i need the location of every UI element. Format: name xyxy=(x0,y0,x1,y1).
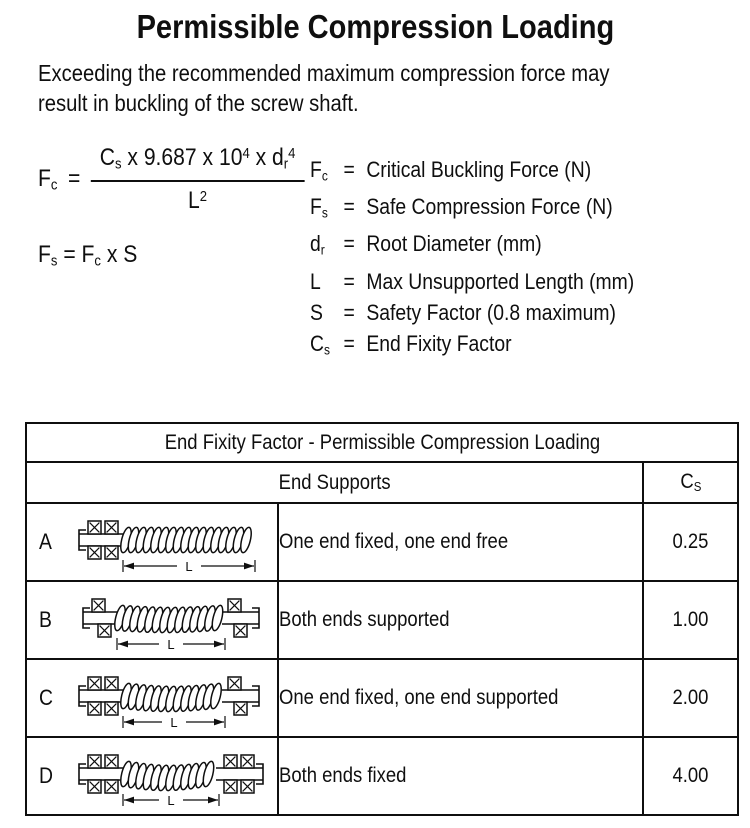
legend-equals: = xyxy=(343,231,355,257)
legend-symbol: L xyxy=(310,268,321,294)
formula-fraction xyxy=(91,144,304,215)
cs-column-header: $C_S$ xyxy=(680,470,702,495)
page-title xyxy=(0,8,750,46)
legend-symbol: $C_s$ xyxy=(310,330,330,357)
cs-value: 2.00 xyxy=(672,686,709,709)
row-letter: C xyxy=(39,685,53,710)
end-support-diagram xyxy=(73,744,269,808)
safe-compression-formula: $F_s = F_c$ x S xyxy=(38,240,138,270)
svg-text:L: L xyxy=(170,715,178,730)
intro-line-1: Exceeding the recommended maximum compression force may xyxy=(38,59,610,86)
end-support-diagram xyxy=(73,510,269,574)
page-title-text: Permissible Compression Loading xyxy=(136,8,614,45)
critical-buckling-formula xyxy=(38,143,296,215)
end-support-diagram xyxy=(73,588,269,652)
table-row xyxy=(26,503,738,581)
table-title: End Fixity Factor - Permissible Compression Loading xyxy=(164,430,600,454)
legend-equals: = xyxy=(343,194,355,220)
legend-description: Safe Compression Force (N) xyxy=(366,194,613,220)
support-description: Both ends fixed xyxy=(279,764,407,787)
legend-equals: = xyxy=(343,299,355,325)
row-letter: B xyxy=(39,607,52,632)
table-title-row xyxy=(26,423,738,462)
end-fixity-table xyxy=(25,422,739,816)
support-description: One end fixed, one end supported xyxy=(279,686,559,709)
legend-description: Safety Factor (0.8 maximum) xyxy=(366,299,616,325)
intro-text xyxy=(38,58,750,118)
legend-description: End Fixity Factor xyxy=(366,330,512,356)
legend-equals: = xyxy=(343,156,355,182)
legend-symbol: $F_c$ xyxy=(310,156,328,184)
cs-value: 4.00 xyxy=(672,764,709,787)
intro-line-2: result in buckling of the screw shaft. xyxy=(38,89,359,116)
table-header-row xyxy=(26,462,738,503)
support-description: Both ends supported xyxy=(279,608,450,631)
equals-sign: = xyxy=(68,165,81,193)
fraction-numerator: $C_s$ x 9.687 x $10^4$ x $d_r^4$ xyxy=(91,144,304,182)
legend-equals: = xyxy=(343,268,355,294)
row-letter: A xyxy=(39,529,52,554)
table-row xyxy=(26,581,738,659)
row-letter: D xyxy=(39,763,53,788)
cs-value: 1.00 xyxy=(672,608,709,631)
support-description: One end fixed, one end free xyxy=(279,530,509,553)
legend-description: Critical Buckling Force (N) xyxy=(366,156,592,182)
svg-text:L: L xyxy=(185,559,193,574)
legend-symbol: $d_r$ xyxy=(310,231,325,258)
legend-equals: = xyxy=(343,330,355,356)
svg-text:L: L xyxy=(167,793,175,808)
legend-description: Root Diameter (mm) xyxy=(366,231,542,257)
formula-lhs: $F_c$ xyxy=(38,164,58,194)
fraction-denominator: $L^2$ xyxy=(188,186,208,214)
table-row xyxy=(26,737,738,815)
legend-symbol: S xyxy=(310,299,323,325)
legend-description: Max Unsupported Length (mm) xyxy=(366,268,635,294)
end-support-diagram xyxy=(73,666,269,730)
formula-section xyxy=(38,144,750,362)
end-supports-header: End Supports xyxy=(278,470,391,494)
formula-column xyxy=(38,143,296,270)
svg-text:L: L xyxy=(167,637,175,652)
cs-value: 0.25 xyxy=(672,530,709,553)
table-row xyxy=(26,659,738,737)
symbol-legend xyxy=(310,158,634,362)
legend-symbol: $F_s$ xyxy=(310,194,328,221)
